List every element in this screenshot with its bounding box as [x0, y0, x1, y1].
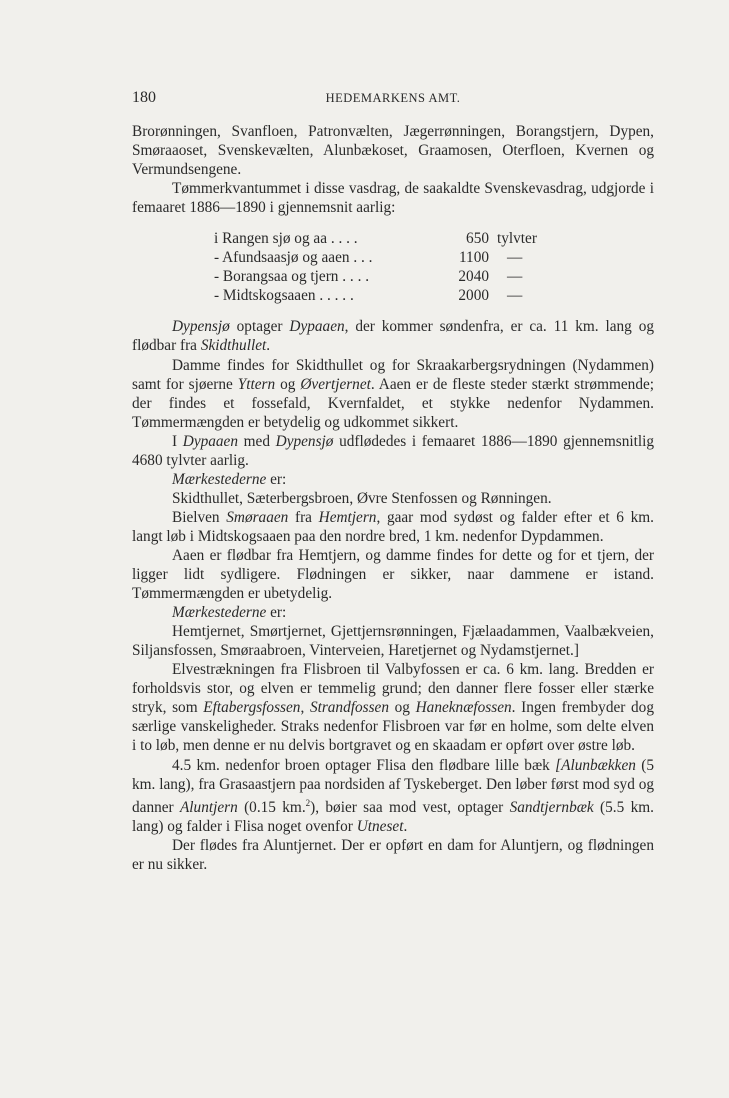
table-cell-value: 1100 [458, 249, 489, 267]
paragraph-1: Brorønningen, Svanfloen, Patronvælten, Jægerrønningen, Borangstjern, Dypen, Smøraaoset, Svenskevælten, Alunbækoset, Graamosen, Oterfloen, Kvernen og Vermundsengene. [132, 123, 654, 179]
paragraph-10: Mærkestederne er: [172, 604, 287, 622]
table-cell-name: - Afundsaasjø og aaen . . . [214, 249, 373, 267]
paragraph-4: Damme findes for Skidthullet og for Skraakarbergsrydningen (Nydammen) samt for sjøerne Yttern og Øvertjernet. Aaen er de fleste steder stærkt strømmende; der findes et fossefald, Kvernfaldet, et stykke nedenfor Nydammen. Tømmermængden er betydelig og udkommet sikkert. [132, 356, 655, 431]
paragraph-12: Elvestrækningen fra Flisbroen til Valbyfossen er ca. 6 km. lang. Bredden er forholdsvis stor, og elven er temmelig grund; den danner flere fosser eller stærke stryk, som Eftabergsfossen, Strandfossen og Haneknæfossen. Ingen frembyder dog særlige vanskeligheder. Straks nedenfor Flisbroen var før en holme, som delte elven i to løb, men denne er nu delvis bortgravet og en skaadam er opført over østre løb. [132, 661, 654, 755]
paragraph-3: Dypensjø optager Dypaaen, der kommer søndenfra, er ca. 11 km. lang og flødbar fra Skidthullet. [132, 318, 654, 355]
table-cell-value: 650 [466, 230, 489, 248]
table-cell-name: - Borangsaa og tjern . . . . [214, 268, 370, 286]
table-cell-name: i Rangen sjø og aa . . . . [214, 230, 358, 248]
page-body [132, 122, 654, 874]
running-title: HEDEMARKENS AMT. [325, 91, 461, 105]
paragraph-13: 4.5 km. nedenfor broen optager Flisa den flødbare lille bæk [Alunbækken (5 km. lang), fra Grasaastjern paa nordsiden af Tyskeberget. Den løber først mod syd og danner Aluntjern (0.15 km.$^2$), bøier saa mod vest, optager Sandtjernbæk (5.5 km. lang) og falder i Flisa noget ovenfor Utneset. [132, 756, 654, 835]
table-cell-name: - Midtskogsaaen . . . . . [214, 287, 354, 305]
table-row [214, 229, 537, 248]
table-row [214, 248, 537, 267]
paragraph-9: Aaen er flødbar fra Hemtjern, og damme findes for dette og for et tjern, der ligger lidt sydligere. Flødningen er sikker, naar dammene er istand. Tømmermængden er ubetydelig. [132, 546, 654, 603]
timber-table [214, 229, 537, 305]
table-row [214, 286, 537, 305]
paragraph-6: Mærkestederne er: [172, 470, 287, 488]
paragraph-2: Tømmerkvantummet i disse vasdrag, de saakaldte Svenskevasdrag, udgjorde i femaaret 1886—1890 i gjennemsnit aarlig: [132, 180, 654, 217]
table-cell-unit: — [507, 249, 523, 267]
table-cell-unit: — [507, 287, 523, 305]
table-cell-value: 2000 [458, 287, 489, 305]
table-cell-unit: tylvter [497, 230, 537, 248]
page-header [132, 89, 654, 107]
page-number: 180 [132, 89, 156, 106]
paragraph-14: Der flødes fra Aluntjernet. Der er opført en dam for Aluntjern, og flødningen er nu sikker. [132, 836, 654, 873]
table-cell-value: 2040 [458, 268, 489, 286]
paragraph-7: Skidthullet, Sæterbergsbroen, Øvre Stenfossen og Rønningen. [172, 489, 552, 507]
paragraph-5: I Dypaaen med Dypensjø udflødedes i femaaret 1886—1890 gjennemsnitlig 4680 tylvter aarlig. [132, 432, 654, 469]
table-cell-unit: — [507, 268, 523, 286]
table-row [214, 267, 537, 286]
paragraph-11: Hemtjernet, Smørtjernet, Gjettjernsrønningen, Fjælaadammen, Vaalbækveien, Siljansfossen, Smøraabroen, Vinterveien, Haretjernet og Nydamstjernet.] [132, 623, 654, 660]
paragraph-8: Bielven Smøraaen fra Hemtjern, gaar mod sydøst og falder efter et 6 km. langt løb i Midtskogsaaen paa den nordre bred, 1 km. nedenfor Dypdammen. [132, 508, 654, 545]
